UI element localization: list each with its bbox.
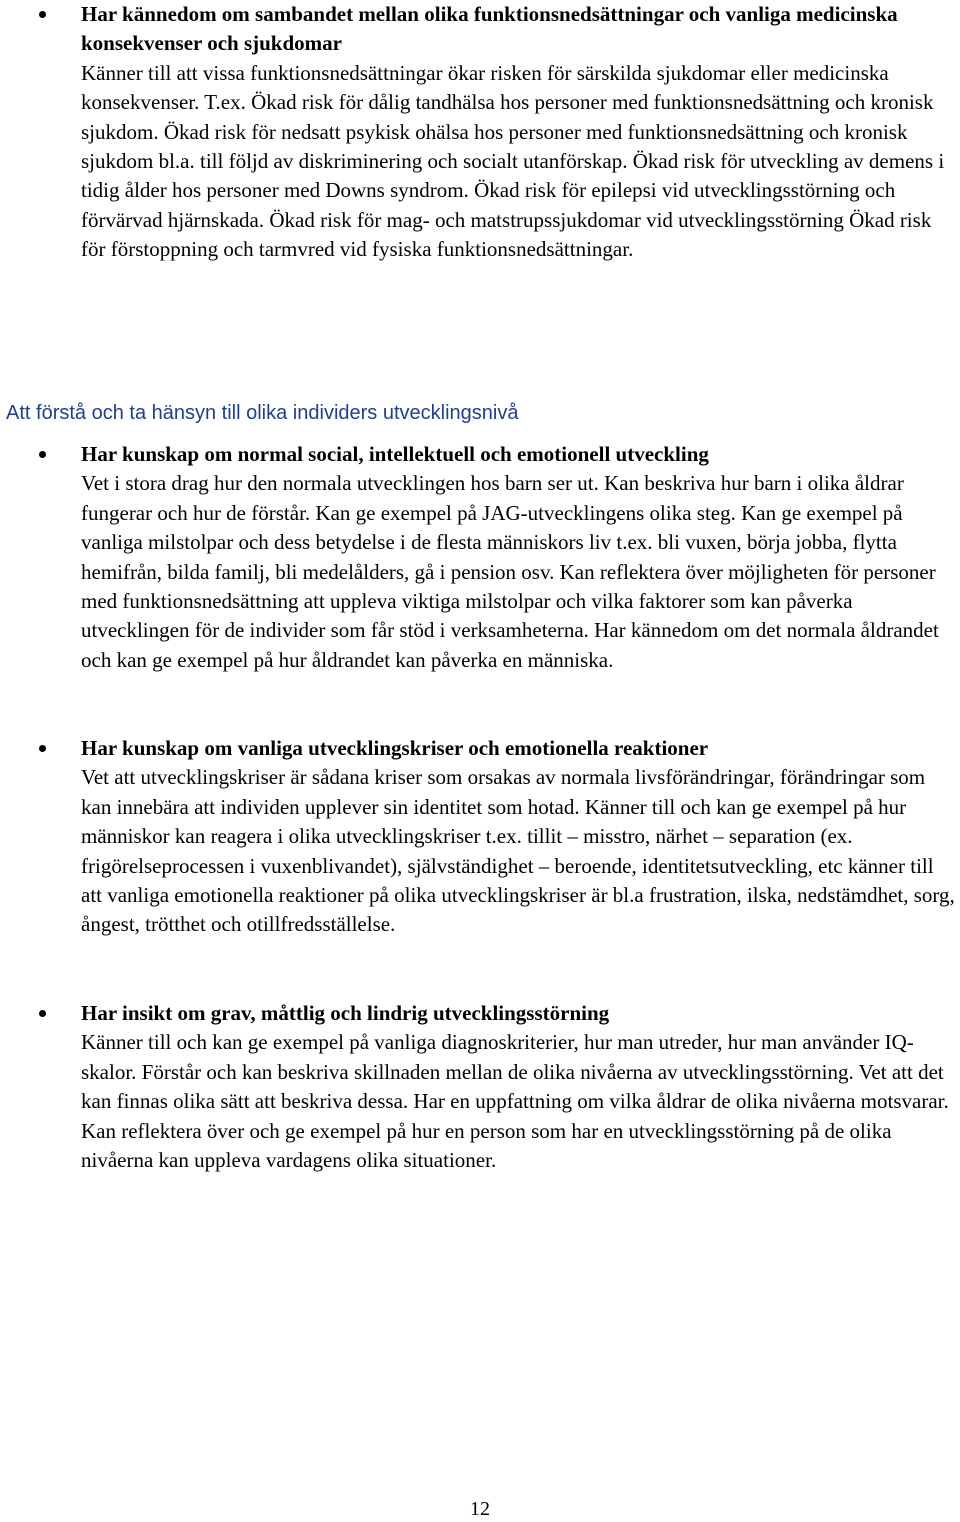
list-item-body [81,999,957,1175]
list-item-text: Vet att utvecklingskriser är sådana kriser som orsakas av normala livsförändringar, förändringar som kan innebära att individen upplever sin identitet som hotad. Känner till och kan ge exempel på hur människor kan reagera i olika utvecklingskriser t.ex. tillit – misstro, närhet – separation (ex. frigörelseprocessen i vuxenblivandet), självständighet – beroende, identitetsutveckling, etc känner till att vanliga emotionella reaktioner på olika utvecklingskriser är bl.a frustration, ilska, nedstämdhet, sorg, ångest, trötthet och otillfredsställelse. [81,765,955,937]
section-heading: Att förstå och ta hänsyn till olika individers utvecklingsnivå [6,402,519,424]
bullet-icon [39,745,46,752]
list-item-title: Har kännedom om sambandet mellan olika funktionsnedsättningar och vanliga medicinska konsekvenser och sjukdomar [81,2,898,56]
list-item-body [81,0,957,265]
list-item-title: Har insikt om grav, måttlig och lindrig utvecklingsstörning [81,1001,610,1025]
bullet-icon [39,1010,46,1017]
list-item-text: Känner till och kan ge exempel på vanliga diagnoskriterier, hur man utreder, hur man använder IQ-skalor. Förstår och kan beskriva skillnaden mellan de olika nivåerna av utvecklingsstörning. Vet att det kan finnas olika sätt att beskriva dessa. Har en uppfattning om vilka åldrar de olika nivåerna motsvarar. Kan reflektera över och ge exempel på hur en person som har en utvecklingsstörning på de olika nivåerna kan uppleva vardagens olika situationer. [81,1030,949,1173]
list-item-title: Har kunskap om normal social, intellektuell och emotionell utveckling [81,442,709,466]
list-item-text: Vet i stora drag hur den normala utvecklingen hos barn ser ut. Kan beskriva hur barn i olika åldrar fungerar och hur de förstår. Kan ge exempel på JAG-utvecklingens olika steg. Kan ge exempel på vanliga milstolpar och dess betydelse i de flesta människors liv t.ex. bli vuxen, börja jobba, flytta hemifrån, bilda familj, bli medelålders, gå i pension osv. Kan reflektera över möjligheten för personer med funktionsnedsättning att uppleva viktiga milstolpar och vilka faktorer som kan påverka utvecklingen för de individer som får stöd i verksamheterna. Har kännedom om det normala åldrandet och kan ge exempel på hur åldrandet kan påverka en människa. [81,471,939,672]
list-item-body [81,440,957,675]
page-number: 12 [470,1498,490,1520]
bullet-icon [39,451,46,458]
list-item-text: Känner till att vissa funktionsnedsättningar ökar risken för särskilda sjukdomar eller medicinska konsekvenser. T.ex. Ökad risk för dålig tandhälsa hos personer med funktionsnedsättning och kronisk sjukdom. Ökad risk för nedsatt psykisk ohälsa hos personer med funktionsnedsättning och kronisk sjukdom bl.a. till följd av diskriminering och socialt utanförskap. Ökad risk för utveckling av demens i tidig ålder hos personer med Downs syndrom. Ökad risk för epilepsi vid utvecklingsstörning och förvärvad hjärnskada. Ökad risk för mag- och matstrupssjukdomar vid utvecklingsstörning Ökad risk för förstoppning och tarmvred vid fysiska funktionsnedsättningar. [81,60,945,262]
list-item-body [81,734,957,940]
list-item-title: Har kunskap om vanliga utvecklingskriser och emotionella reaktioner [81,736,709,760]
bullet-icon [39,11,46,18]
